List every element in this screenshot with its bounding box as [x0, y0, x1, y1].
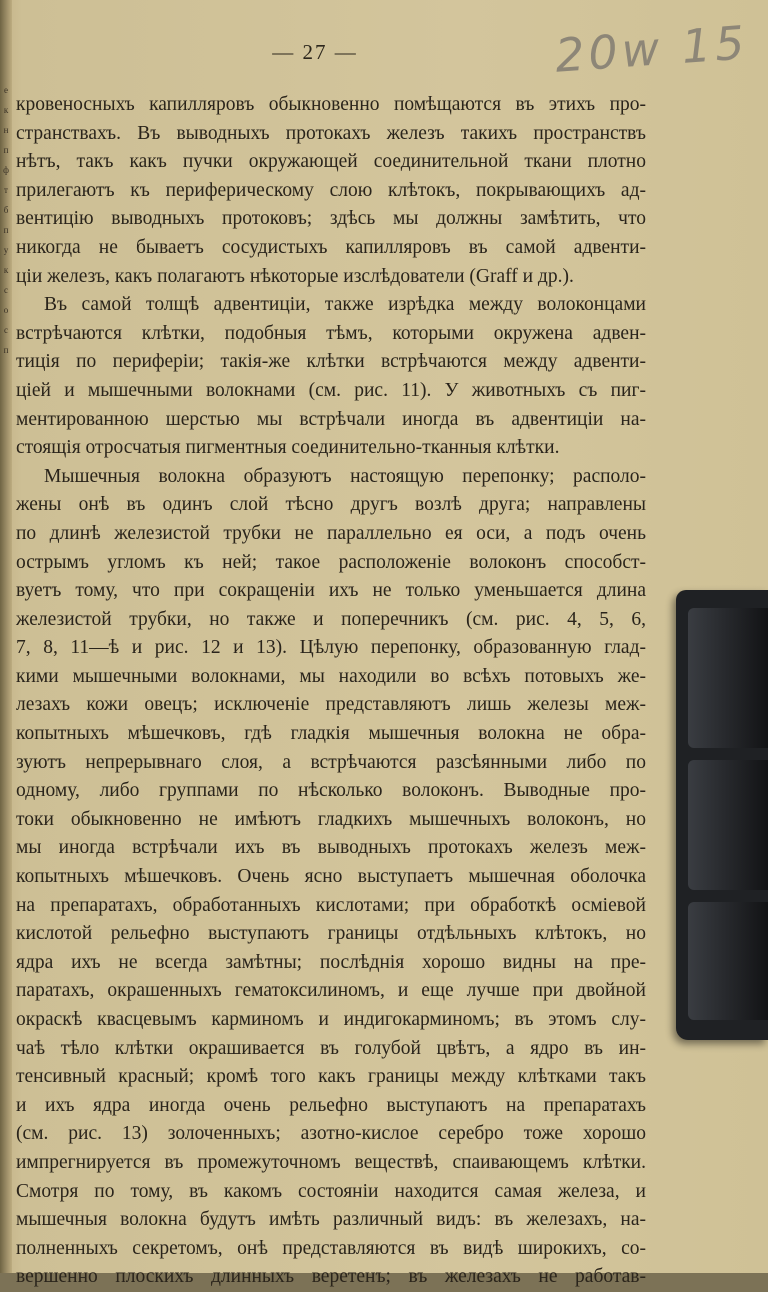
- page-gutter: [0, 0, 12, 1273]
- text-line: на препаратахъ, обработанныхъ кислотами; при обработкѣ осміевой: [16, 894, 646, 916]
- text-line: никогда не бываетъ сосудистыхъ капилляровъ въ самой адвенти-: [16, 236, 646, 258]
- text-line: встрѣчаются клѣтки, подобныя тѣмъ, которыми окружена адвен-: [16, 322, 646, 344]
- text-line: зуютъ непрерывнаго слоя, а встрѣчаются разсѣянными либо по: [16, 751, 646, 773]
- text-line: мы иногда встрѣчали ихъ въ выводныхъ протокахъ железъ меж-: [16, 837, 646, 859]
- text-line: тиція по периферіи; такія-же клѣтки встрѣчаются между адвенти-: [16, 351, 646, 373]
- text-line: нѣтъ, такъ какъ пучки окружающей соединительной ткани плотно: [16, 151, 646, 173]
- text-line: жены онѣ въ одинъ слой тѣсно другъ возлѣ друга; направлены: [16, 494, 646, 516]
- text-line: ядра ихъ не всегда замѣтны; послѣднія хорошо видны на пре-: [16, 951, 646, 973]
- text-line: Смотря по тому, въ какомъ состояніи находится самая железа, и: [16, 1180, 646, 1202]
- text-line: одному, либо группами по нѣсколько волоконъ. Выводные про-: [16, 780, 646, 802]
- book-spine-band: [688, 760, 768, 890]
- text-line: полненныхъ секретомъ, онѣ представляются въ видѣ широкихъ, со-: [16, 1237, 646, 1259]
- text-line: вершенно плоскихъ длинныхъ веретенъ; въ железахъ не работав-: [16, 1266, 646, 1288]
- text-line: острымъ угломъ къ ней; такое расположеніе волоконъ способст-: [16, 551, 646, 573]
- text-line: и ихъ ядра иногда очень рельефно выступаютъ на препаратахъ: [16, 1094, 646, 1116]
- text-line: кими мышечными волокнами, мы находили во всѣхъ потовыхъ же-: [16, 665, 646, 687]
- text-line: копытныхъ мѣшечковъ, гдѣ гладкія мышечныя волокна не обра-: [16, 723, 646, 745]
- text-line: по длинѣ железистой трубки не параллельно ея оси, а подъ очень: [16, 522, 646, 544]
- book-object: [676, 590, 768, 1040]
- text-line: 7, 8, 11—ѣ и рис. 12 и 13). Цѣлую перепонку, образованную глад-: [16, 637, 646, 659]
- text-line: железистой трубки, но также и поперечникъ (см. рис. 4, 5, 6,: [16, 608, 646, 630]
- text-line: лезахъ кожи овецъ; исключеніе представляютъ лишь железы меж-: [16, 694, 646, 716]
- gutter-letters: е к н п ф т б п у к с о с п: [3, 85, 9, 355]
- text-line: паратахъ, окрашенныхъ гематоксилиномъ, и еще лучше при двойной: [16, 980, 646, 1002]
- text-line: токи обыкновенно не имѣютъ гладкихъ мышечныхъ волоконъ, но: [16, 808, 646, 830]
- text-line: тенсивный красный; кромѣ того какъ границы между клѣтками такъ: [16, 1066, 646, 1088]
- text-line: ментированною шерстью мы встрѣчали иногда въ адвентиціи на-: [16, 408, 646, 430]
- book-spine-band: [688, 902, 768, 1020]
- page-number: — 27 —: [272, 40, 358, 64]
- text-line: импрегнируется въ промежуточномъ веществѣ, спаивающемъ клѣтки.: [16, 1151, 646, 1173]
- text-line: Въ самой толщѣ адвентиціи, также изрѣдка между волоконцами: [44, 294, 646, 316]
- text-line: копытныхъ мѣшечковъ. Очень ясно выступаетъ мышечная оболочка: [16, 866, 646, 888]
- text-line: окраскѣ квасцевымъ карминомъ и индигокарминомъ; въ этомъ слу-: [16, 1009, 646, 1030]
- text-line: кровеносныхъ капилляровъ обыкновенно помѣщаются въ этихъ про-: [16, 94, 646, 115]
- text-line: Мышечныя волокна образуютъ настоящую перепонку; располо-: [44, 465, 646, 487]
- text-line: вуетъ тому, что при сокращеніи ихъ не только уменьшается длина: [16, 580, 646, 602]
- text-line: чаѣ тѣло клѣтки окрашивается въ голубой цвѣтъ, а ядро въ ин-: [16, 1037, 646, 1059]
- text-line: странствахъ. Въ выводныхъ протокахъ железъ такихъ пространствъ: [16, 122, 646, 144]
- text-line: мышечныя волокна будутъ имѣть различный видъ: въ железахъ, на-: [16, 1209, 646, 1231]
- text-line: (см. рис. 13) золоченныхъ; азотно-кислое серебро тоже хорошо: [16, 1123, 646, 1145]
- text-line: стоящія отросчатыя пигментныя соединительно-тканныя клѣтки.: [16, 437, 560, 459]
- text-line: прилегаютъ къ периферическому слою клѣтокъ, покрывающихъ ад-: [16, 179, 646, 201]
- body-text: [16, 91, 646, 1292]
- book-spine-band: [688, 608, 768, 748]
- text-line: вентицію выводныхъ протоковъ; здѣсь мы должны замѣтить, что: [16, 208, 646, 230]
- text-line: ціей и мышечными волокнами (см. рис. 11). У животныхъ съ пиг-: [16, 379, 646, 401]
- text-line: кислотой рельефно выступаютъ границы отдѣльныхъ клѣтокъ, но: [16, 923, 646, 945]
- text-line: ціи железъ, какъ полагаютъ нѣкоторые изслѣдователи (Graff и др.).: [16, 265, 574, 287]
- handwritten-note: 20w 15: [553, 15, 750, 83]
